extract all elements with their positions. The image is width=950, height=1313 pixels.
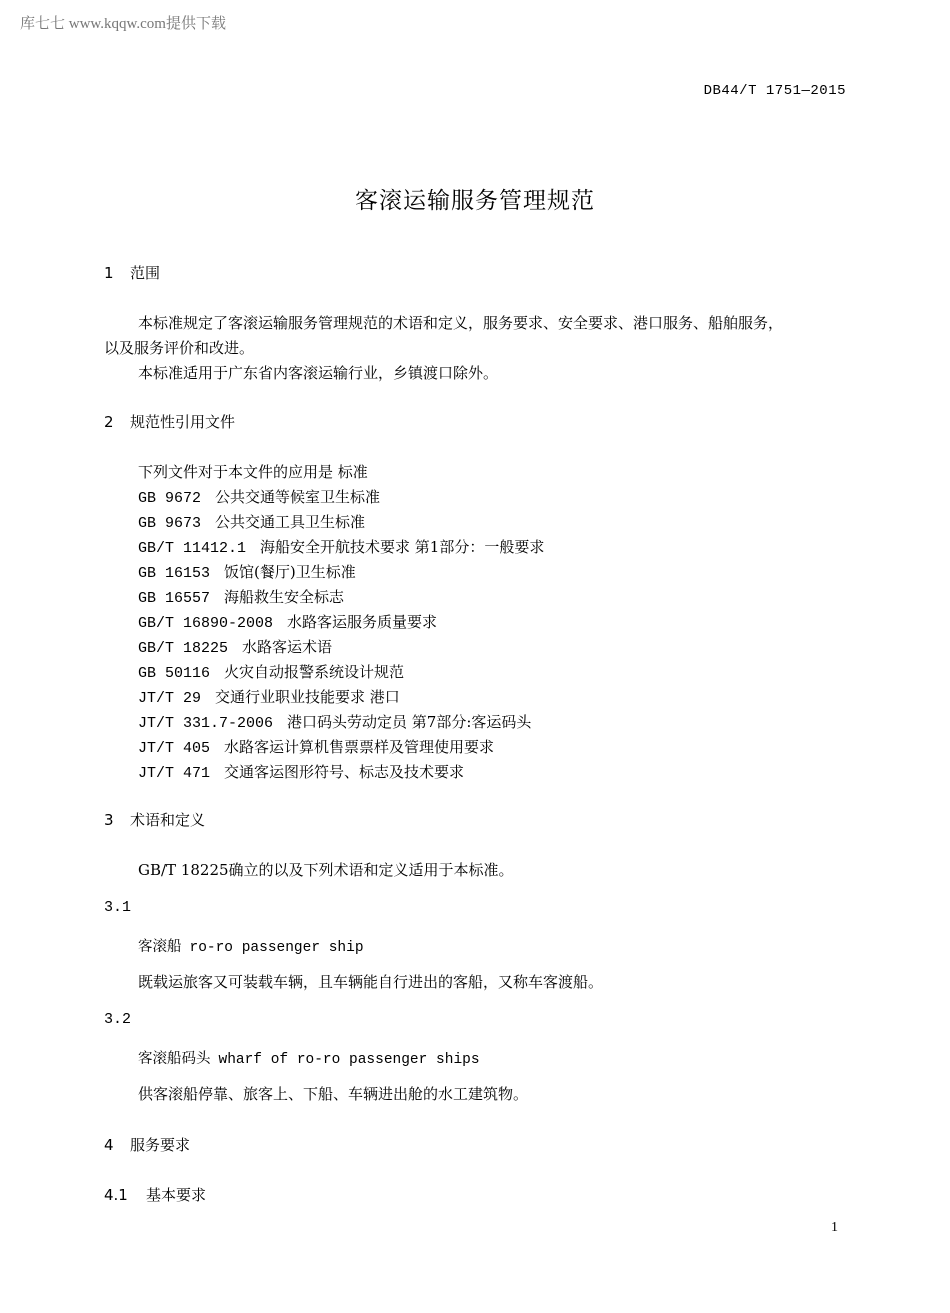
term-3-1-number: 3.1 [104,899,132,916]
reference-title: 水路客运术语 [242,638,333,656]
reference-code: JT/T 405 [138,740,211,757]
reference-item [138,736,494,757]
subsection-title: 基本要求 [146,1186,207,1204]
reference-code: GB/T 16890-2008 [138,615,274,632]
section-1-heading [104,262,160,283]
reference-title: 交通客运图形符号、标志及技术要求 [224,763,465,781]
subsection-4-1-heading [104,1184,206,1205]
reference-code: GB 16557 [138,590,211,607]
section-title: 规范性引用文件 [130,413,236,431]
term-en: wharf of ro-ro passenger ships [218,1052,480,1068]
standard-code: DB44/T 1751—2015 [703,83,846,99]
reference-item [138,661,404,682]
reference-title: 水路客运服务质量要求 [287,613,438,631]
reference-title: 公共交通工具卫生标准 [215,513,366,531]
references-intro: 下列文件对于本文件的应用是 标准 [138,463,368,481]
reference-title: 港口码头劳动定员 第7部分:客运码头 [287,713,532,731]
term-zh: 客滚船码头 [138,1051,211,1067]
section-2-heading [104,411,235,432]
reference-code: JT/T 331.7-2006 [138,715,274,732]
term-3-2 [138,1047,480,1068]
term-3-2-definition: 供客滚船停靠、旅客上、下船、车辆进出舱的水工建筑物。 [138,1085,529,1103]
scope-paragraph-2: 本标准适用于广东省内客滚运输行业，乡镇渡口除外。 [138,364,499,382]
reference-item [138,761,464,782]
reference-title: 海船救生安全标志 [224,588,345,606]
term-3-1-definition: 既载运旅客又可装载车辆，且车辆能自行进出的客船，又称车客渡船。 [138,973,604,991]
term-3-2-number: 3.2 [104,1011,132,1028]
reference-item [138,536,544,557]
reference-item [138,586,344,607]
section-number: 2 [104,413,114,431]
reference-item [138,711,531,732]
reference-item [138,511,365,532]
reference-title: 交通行业职业技能要求 港口 [215,688,400,706]
reference-title: 火灾自动报警系统设计规范 [224,663,405,681]
page-number: 1 [831,1220,838,1235]
reference-code: GB/T 18225 [138,640,229,657]
reference-item [138,636,332,657]
reference-item [138,561,356,582]
reference-title: 水路客运计算机售票票样及管理使用要求 [224,738,495,756]
section-number: 1 [104,264,114,282]
section-number: 4 [104,1136,114,1154]
reference-title: 饭馆(餐厅)卫生标准 [224,563,356,581]
reference-code: GB 50116 [138,665,211,682]
term-3-1 [138,935,364,956]
subsection-number: 4.1 [104,1186,128,1204]
reference-title: 海船安全开航技术要求 第1部分：一般要求 [260,538,545,556]
scope-paragraph-line-1: 本标准规定了客滚运输服务管理规范的术语和定义，服务要求、安全要求、港口服务、船舶服务， [138,314,784,332]
section-title: 术语和定义 [130,811,206,829]
reference-code: JT/T 29 [138,690,202,707]
reference-code: GB 9673 [138,515,202,532]
section-title: 服务要求 [130,1136,191,1154]
section-4-heading [104,1134,190,1155]
term-en: ro-ro passenger ship [189,940,364,956]
reference-title: 公共交通等候室卫生标准 [215,488,381,506]
scope-paragraph-line-2: 以及服务评价和改进。 [104,339,255,357]
reference-item [138,611,437,632]
reference-code: GB 9672 [138,490,202,507]
page-title: 客滚运输服务管理规范 [355,188,595,214]
section-title: 范围 [130,264,161,282]
watermark-text: 库七七 www.kqqw.com提供下载 [20,16,226,32]
reference-code: JT/T 471 [138,765,211,782]
reference-item [138,686,400,707]
reference-code: GB/T 11412.1 [138,540,247,557]
reference-code: GB 16153 [138,565,211,582]
reference-item [138,486,380,507]
term-zh: 客滚船 [138,939,182,955]
section-number: 3 [104,811,114,829]
section-3-heading [104,809,205,830]
terms-intro: GB/T 18225确立的以及下列术语和定义适用于本标准。 [138,861,514,879]
